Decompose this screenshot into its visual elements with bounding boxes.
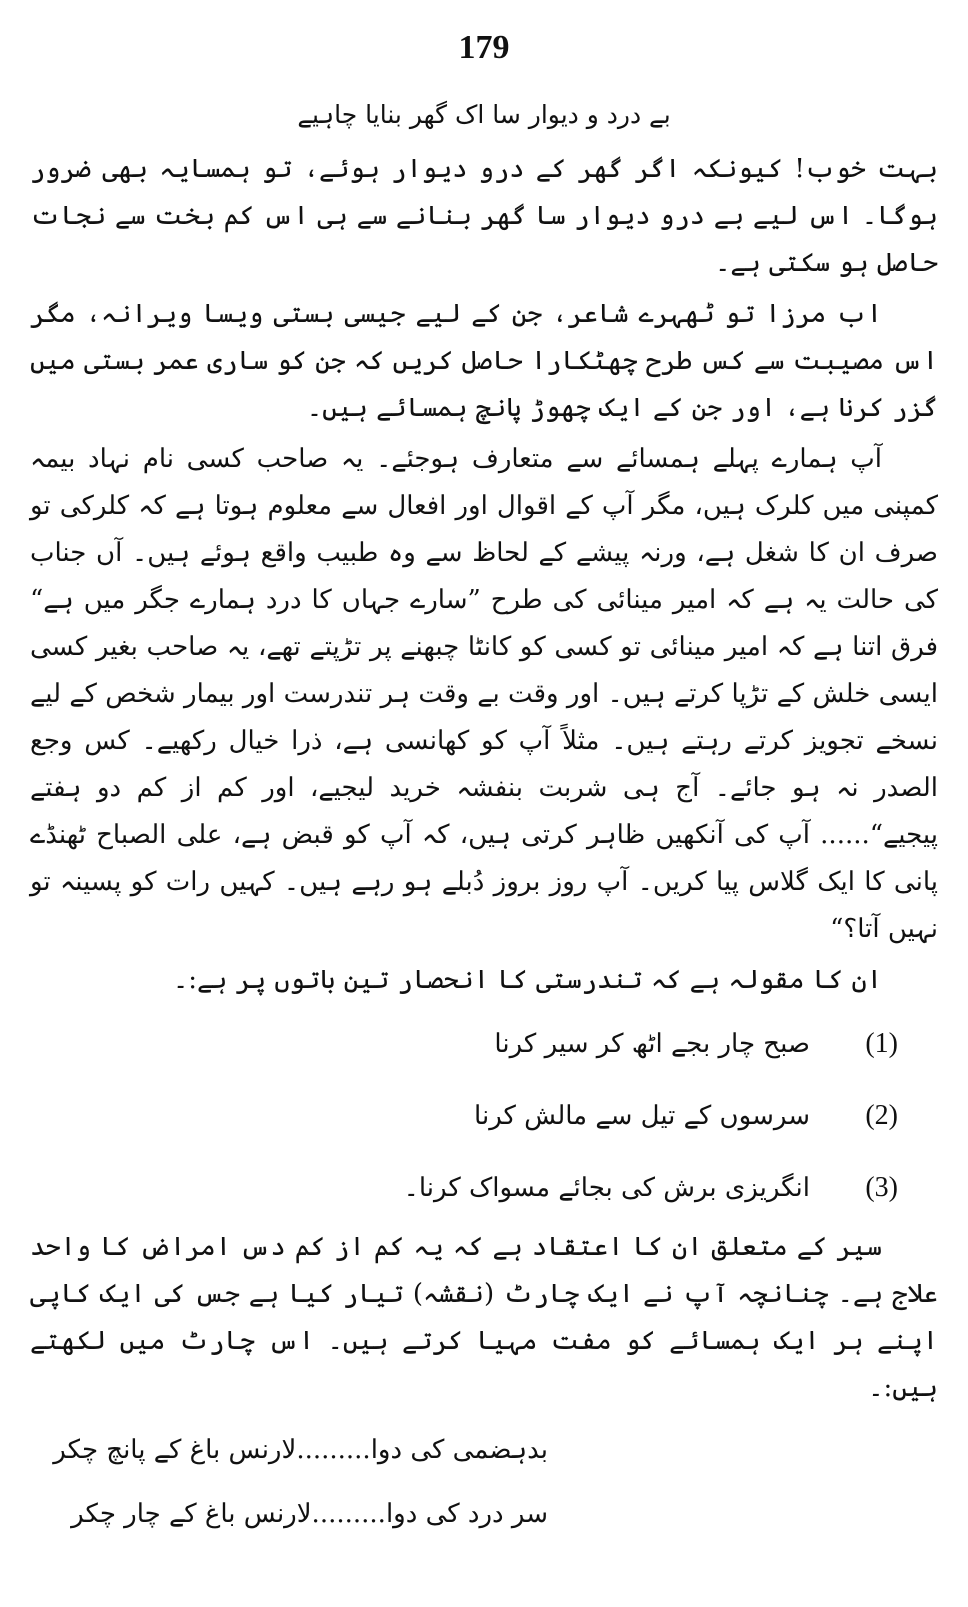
list-item bbox=[30, 1152, 938, 1224]
list-item-text: سرسوں کے تیل سے مالش کرنا bbox=[474, 1101, 810, 1131]
list-item bbox=[30, 1008, 938, 1080]
list-item-number: (2) bbox=[865, 1100, 898, 1131]
chart-line: بدہضمی کی دوا.........لارنس باغ کے پانچ چکر bbox=[53, 1435, 548, 1465]
list-item-number: (3) bbox=[865, 1172, 898, 1203]
paragraph: آپ ہمارے پہلے ہمسائے سے متعارف ہوجئے۔ یہ صاحب کسی نام نہاد بیمہ کمپنی میں کلرک ہیں، مگر آپ کے اقوال اور افعال سے معلوم ہوتا ہے کہ کلرکی تو صرف ان کا شغل ہے، ورنہ پیشے کے لحاظ سے وہ طبیب واقع ہوئے ہیں۔ آں جناب کی حالت یہ ہے کہ امیر مینائی کی طرح ”سارے جہاں کا درد ہمارے جگر میں ہے“ فرق اتنا ہے کہ امیر مینائی تو کسی کو کانٹا چبھنے پر تڑپتے تھے، یہ صاحب بغیر کسی ایسی خلش کے تڑپا کرتے ہیں۔ اور وقت بے وقت ہر تندرست اور بیمار شخص کے لیے نسخے تجویز کرتے رہتے ہیں۔ مثلاً آپ کو کھانسی ہے، ذرا خیال رکھیے۔ کس وجع الصدر نہ ہو جائے۔ آج ہی شربت بنفشہ خرید لیجیے، اور کم از کم دو ہفتے پیجیے“...... آپ کی آنکھیں ظاہر کرتی ہیں، کہ آپ کو قبض ہے، علی الصباح ٹھنڈے پانی کا ایک گلاس پیا کریں۔ آپ روز بروز دُبلے ہو رہے ہیں۔ کہیں رات کو پسینہ تو نہیں آتا؟“ bbox=[30, 444, 938, 944]
paragraph: اب مرزا تو ٹھہرے شاعر، جن کے لیے جیسی بستی ویسا ویرانہ، مگر اس مصیبت سے کس طرح چھٹکارا حاصل کریں کہ جن کو ساری عمر بستی میں گزر کرنا ہے، اور جن کے ایک چھوڑ پانچ ہمسائے ہیں۔ bbox=[30, 299, 938, 423]
paragraph: سیر کے متعلق ان کا اعتقاد ہے کہ یہ کم از کم دس امراض کا واحد علاج ہے۔ چنانچہ آپ نے ایک چارٹ (نقشہ) تیار کیا ہے جس کی ایک کاپی اپنے ہر ایک ہمسائے کو مفت مہیا کرتے ہیں۔ اس چارٹ میں لکھتے ہیں:۔ bbox=[30, 1232, 938, 1403]
page-body bbox=[30, 92, 938, 1546]
verse-line: بے درد و دیوار سا اک گھر بنایا چاہیے bbox=[297, 100, 671, 129]
paragraph: ان کا مقولہ ہے کہ تندرستی کا انحصار تین باتوں پر ہے:۔ bbox=[172, 965, 882, 995]
chart-excerpt bbox=[30, 1418, 938, 1546]
paragraph: بہت خوب! کیونکہ اگر گھر کے درو دیوار ہوئے، تو ہمسایہ بھی ضرور ہوگا۔ اس لیے بے درو دیوار سا گھر بنانے سے ہی اس کم بخت سے نجات حاصل ہو سکتی ہے۔ bbox=[30, 154, 938, 278]
chart-line: سر درد کی دوا.........لارنس باغ کے چار چکر bbox=[71, 1499, 548, 1529]
list-item-number: (1) bbox=[865, 1028, 898, 1059]
page-number: 179 bbox=[458, 29, 510, 66]
health-rules-list bbox=[30, 1008, 938, 1224]
list-item-text: انگریزی برش کی بجائے مسواک کرنا۔ bbox=[403, 1173, 810, 1203]
list-item-text: صبح چار بجے اٹھ کر سیر کرنا bbox=[494, 1029, 810, 1059]
list-item bbox=[30, 1080, 938, 1152]
